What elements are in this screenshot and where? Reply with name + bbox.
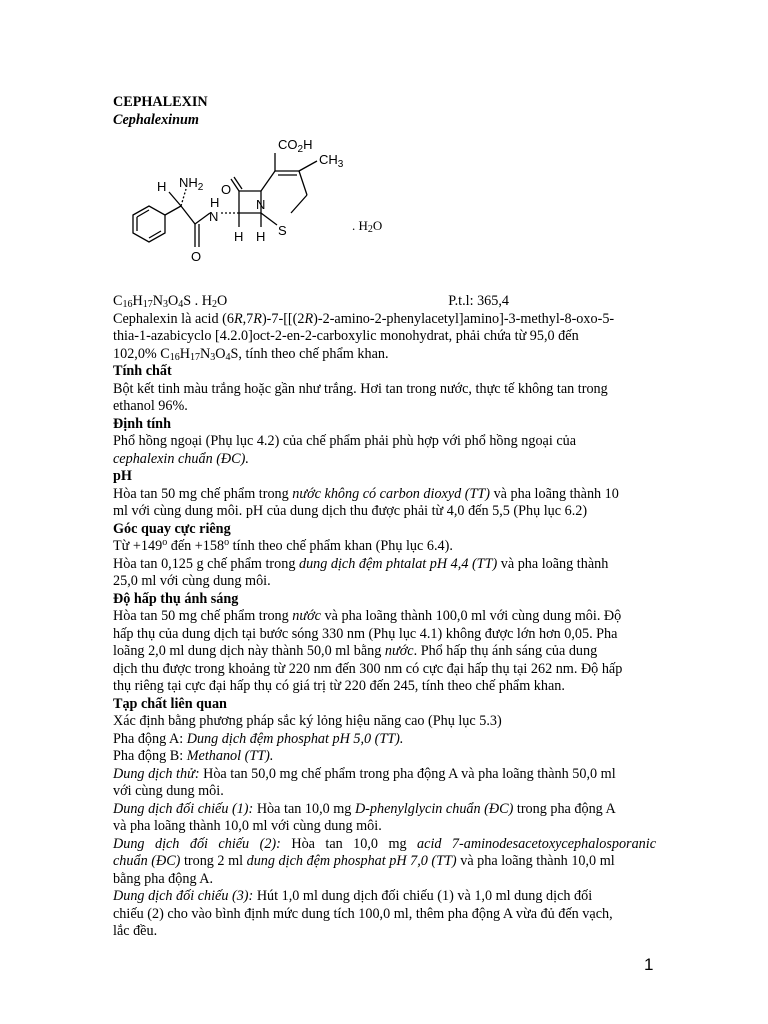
bridge-h2-label: H xyxy=(256,229,266,244)
dung-dich-thu-line-1 xyxy=(113,766,656,784)
hap-thu-line-2: hấp thụ của dung dịch tại bước sóng 330 nm (Phụ lục 4.1) không được lớn hơn 0,05. Pha xyxy=(113,625,618,642)
ch3-label: $CH_3$ xyxy=(319,152,344,170)
hap-thu-l3-end: . Phổ hấp thụ ánh sáng của dung xyxy=(413,643,598,659)
definition-line-1: Cephalexin là acid (6R,7R)-7-[[(2R)-2-amino-2-phenylacetyl]amino]-3-methyl-8-oxo-5- xyxy=(113,310,615,327)
pha-dong-b xyxy=(113,748,656,766)
doi-chieu-2-buffer: dung dịch đệm phosphat pH 7,0 (TT) xyxy=(246,853,457,869)
lactam-oxygen-label: O xyxy=(221,182,232,197)
doi-chieu-3-line-1 xyxy=(113,888,656,906)
dung-dich-thu-line-2: với cùng dung môi. xyxy=(113,783,224,799)
dung-dich-thu-text: Hòa tan 50,0 mg chế phẩm trong pha động A và pha loãng thành 50,0 ml xyxy=(199,765,616,782)
heading-tap-chat: Tạp chất liên quan xyxy=(113,695,227,712)
doi-chieu-2-text-3: và pha loãng thành 10,0 ml xyxy=(456,853,615,869)
hap-thu-line-3 xyxy=(113,643,656,661)
hap-thu-text: Hòa tan 50 mg chế phẩm trong xyxy=(113,608,293,624)
hap-thu-solvent: nước xyxy=(292,608,321,624)
sulfur-label: S xyxy=(278,223,287,238)
ph-reagent: nước không có carbon dioxyd (TT) xyxy=(292,485,491,502)
hydrate-label: . $H_2O$ xyxy=(352,218,383,235)
doi-chieu-3-line-2: chiếu (2) cho vào bình định mức dung tích 100,0 ml, thêm pha động A vừa đủ đến vạch, xyxy=(113,905,613,922)
goc-quay-text-end: và pha loãng thành xyxy=(497,555,609,572)
tap-chat-line-1: Xác định bằng phương pháp sắc ký lỏng hiệu năng cao (Phụ lục 5.3) xyxy=(113,713,502,729)
alpha-h-label: H xyxy=(157,179,167,194)
co2h-label: $CO_2H$ xyxy=(278,137,313,155)
heading-goc-quay: Góc quay cực riêng xyxy=(113,520,231,537)
page-number: 1 xyxy=(644,955,654,974)
pha-dong-b-label: Pha động B: xyxy=(113,748,187,764)
pha-dong-a xyxy=(113,731,656,749)
doi-chieu-3-text: Hút 1,0 ml dung dịch đối chiếu (1) và 1,0 ml dung dịch đối xyxy=(253,888,593,904)
molecular-formula: $C_{16}H_{17}N_3O_4S$ . $H_2O$ xyxy=(113,293,228,310)
hap-thu-line-4: dịch thu được trong khoảng từ 220 nm đến 300 nm có cực đại hấp thụ tại 262 nm. Độ hấp xyxy=(113,660,623,677)
pha-dong-b-value: Methanol (TT). xyxy=(186,748,274,764)
doi-chieu-2-text: Hòa tan 10,0 mg xyxy=(280,835,418,852)
goc-quay-text: Hòa tan 0,125 g chế phẩm trong xyxy=(113,555,299,572)
doi-chieu-2-line-1 xyxy=(113,836,656,854)
nh2-label: $NH_2$ xyxy=(179,175,204,193)
goc-quay-line-1: Từ $+149^o$ đến $+158^o$ tính theo chế phẩm khan (Phụ lục 6.4). xyxy=(113,537,453,554)
molecular-weight: P.t.l: 365,4 xyxy=(448,293,509,309)
document-body xyxy=(113,94,656,941)
structure-drawing xyxy=(113,129,413,293)
doi-chieu-1-text-end: trong pha động A xyxy=(513,800,616,817)
goc-quay-reagent: dung dịch đệm phtalat pH 4,4 (TT) xyxy=(298,555,498,572)
ph-line-1 xyxy=(113,486,656,504)
doi-chieu-2-standard-end: chuẩn (ĐC) xyxy=(113,853,181,869)
goc-quay-line-2 xyxy=(113,556,656,574)
heading-tinh-chat: Tính chất xyxy=(113,363,172,379)
doi-chieu-2-standard: acid 7-aminodesacetoxycephalosporanic xyxy=(417,835,657,852)
bridge-h1-label: H xyxy=(234,229,244,244)
ph-line-2: ml với cùng dung môi. pH của dung dịch thu được phải từ 4,0 đến 5,5 (Phụ lục 6.2) xyxy=(113,503,588,519)
ring-nitrogen-label: N xyxy=(256,197,266,212)
hap-thu-text-end: và pha loãng thành 100,0 ml với cùng dung môi. Độ xyxy=(320,608,622,624)
hap-thu-l3-text: loãng 2,0 ml dung dịch này thành 50,0 ml bằng xyxy=(113,643,385,659)
doi-chieu-3-label: Dung dịch đối chiếu (3): xyxy=(113,888,254,904)
amide-h-label: H xyxy=(210,195,220,210)
dinh-tinh-line-1: Phổ hồng ngoại (Phụ lục 4.2) của chế phẩm phải phù hợp với phổ hồng ngoại của xyxy=(113,433,577,449)
tinh-chat-line-1: Bột kết tinh màu trắng hoặc gần như trắng. Hơi tan trong nước, thực tế không tan trong xyxy=(113,380,608,397)
doi-chieu-1-text: Hòa tan 10,0 mg xyxy=(253,800,355,817)
ph-text: Hòa tan 50 mg chế phẩm trong xyxy=(113,485,293,502)
definition-line-2: thia-1-azabicyclo [4.2.0]oct-2-en-2-carboxylic monohydrat, phải chứa từ 95,0 đến xyxy=(113,328,579,344)
amide-oxygen-label: O xyxy=(191,249,202,264)
formula-row xyxy=(113,293,656,311)
heading-dinh-tinh: Định tính xyxy=(113,415,171,432)
chemical-structure xyxy=(113,129,656,293)
doi-chieu-1-label: Dung dịch đối chiếu (1): xyxy=(113,800,254,817)
heading-ph: pH xyxy=(113,468,132,484)
pha-dong-a-label: Pha động A: xyxy=(113,730,187,747)
hap-thu-line-5: thụ riêng tại cực đại hấp thụ có giá trị từ 220 đến 245, tính theo chế phẩm khan. xyxy=(113,678,565,694)
tinh-chat-line-2: ethanol 96%. xyxy=(113,398,188,414)
doi-chieu-2-text-2: trong 2 ml xyxy=(180,853,247,869)
dung-dich-thu-label: Dung dịch thử: xyxy=(113,765,200,782)
doi-chieu-1-standard: D-phenylglycin chuẩn (ĐC) xyxy=(354,800,514,817)
amide-n-label: N xyxy=(209,209,219,224)
latin-name: Cephalexinum xyxy=(113,111,199,128)
hap-thu-line-1 xyxy=(113,608,656,626)
heading-hap-thu: Độ hấp thụ ánh sáng xyxy=(113,590,239,607)
dinh-tinh-line-2: cephalexin chuẩn (ĐC). xyxy=(113,450,249,467)
goc-quay-line-3: 25,0 ml với cùng dung môi. xyxy=(113,573,271,589)
doi-chieu-3-line-3: lắc đều. xyxy=(113,923,158,939)
monograph-title: CEPHALEXIN xyxy=(113,94,208,110)
pha-dong-a-value: Dung dịch đệm phosphat pH 5,0 (TT). xyxy=(186,730,404,747)
ph-text-end: và pha loãng thành 10 xyxy=(490,485,619,502)
doi-chieu-1-line-1 xyxy=(113,801,656,819)
doi-chieu-2-line-2 xyxy=(113,853,656,871)
doi-chieu-1-line-2: và pha loãng thành 10,0 ml với cùng dung môi. xyxy=(113,818,382,834)
doi-chieu-2-label: Dung dịch đối chiếu (2): xyxy=(113,835,281,852)
definition-line-3: 102,0% $C_{16}H_{17}N_3O_4S$, tính theo chế phẩm khan. xyxy=(113,345,389,363)
doi-chieu-2-line-3: bằng pha động A. xyxy=(113,870,214,887)
hap-thu-l3-solvent: nước xyxy=(384,643,414,659)
